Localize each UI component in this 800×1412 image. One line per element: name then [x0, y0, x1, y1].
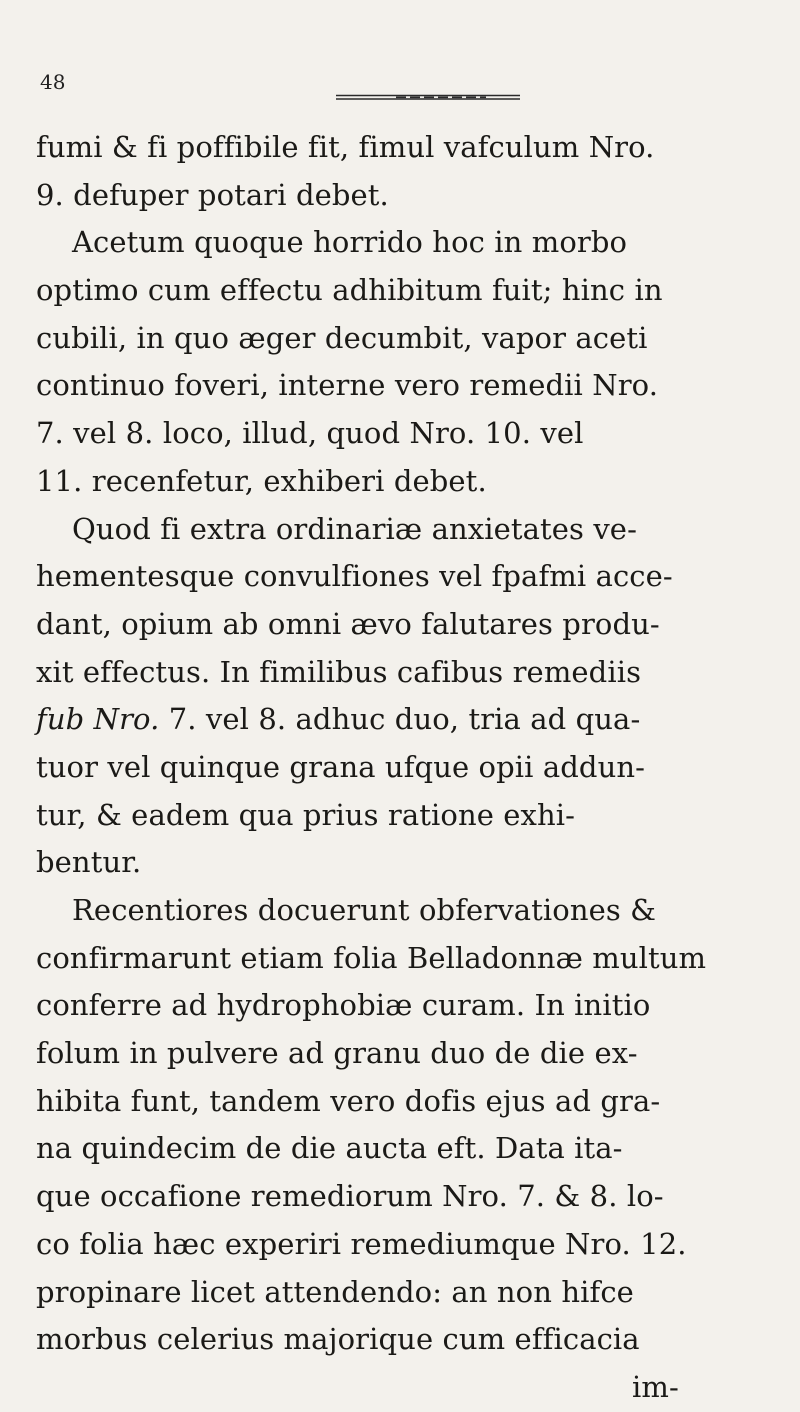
text-line: hibita funt, tandem vero dofis ejus ad gra- — [36, 1083, 661, 1118]
text-line: Acetum quoque horrido hoc in morbo — [72, 225, 628, 260]
text-line: conferre ad hydrophobiæ curam. In initio — [36, 988, 651, 1023]
text-line: morbus celerius majorique cum efficacia — [36, 1322, 640, 1357]
header-ornament-rule — [336, 93, 520, 101]
text-line: Quod fi extra ordinariæ anxietates ve- — [72, 511, 637, 546]
text-line — [36, 696, 776, 744]
text-line: hementesque convulfiones vel fpafmi acce- — [36, 559, 673, 594]
text-line: folum in pulvere ad granu duo de die ex- — [36, 1036, 638, 1071]
text-line: tuor vel quinque grana ufque opii addun- — [36, 749, 646, 784]
text-line: continuo foveri, interne vero remedii Nro. — [36, 368, 659, 403]
text-line: cubili, in quo æger decumbit, vapor aceti — [36, 320, 648, 355]
text-line-rest: 7. vel 8. adhuc duo, tria ad qua- — [159, 702, 641, 737]
text-line: na quindecim de die aucta eft. Data ita- — [36, 1131, 623, 1166]
text-line: optimo cum effectu adhibitum fuit; hinc in — [36, 273, 663, 308]
text-line: bentur. — [36, 845, 142, 880]
text-line: fumi & fi poffibile fit, fimul vafculum Nro. — [36, 130, 655, 164]
page-number: 48 — [40, 70, 66, 94]
text-line: Recentiores docuerunt obfervationes & — [72, 893, 657, 927]
text-line: co folia hæc experiri remediumque Nro. 12. — [36, 1226, 687, 1261]
text-line: que occafione remediorum Nro. 7. & 8. lo- — [36, 1179, 664, 1214]
text-line: dant, opium ab omni ævo falutares produ- — [36, 606, 660, 641]
text-line: 11. recenfetur, exhiberi debet. — [36, 463, 487, 498]
catchword: im- — [632, 1369, 679, 1404]
italic-reference: fub Nro. — [36, 702, 160, 737]
text-line: 7. vel 8. loco, illud, quod Nro. 10. vel — [36, 416, 584, 451]
text-line: xit effectus. In fimilibus cafibus remediis — [36, 654, 642, 689]
body-text — [36, 124, 776, 1412]
text-line: 9. defuper potari debet. — [36, 177, 389, 212]
text-line: tur, & eadem qua prius ratione exhi- — [36, 797, 576, 832]
text-line: propinare licet attendendo: an non hifce — [36, 1274, 634, 1309]
text-line: confirmarunt etiam folia Belladonnæ multum — [36, 940, 707, 975]
